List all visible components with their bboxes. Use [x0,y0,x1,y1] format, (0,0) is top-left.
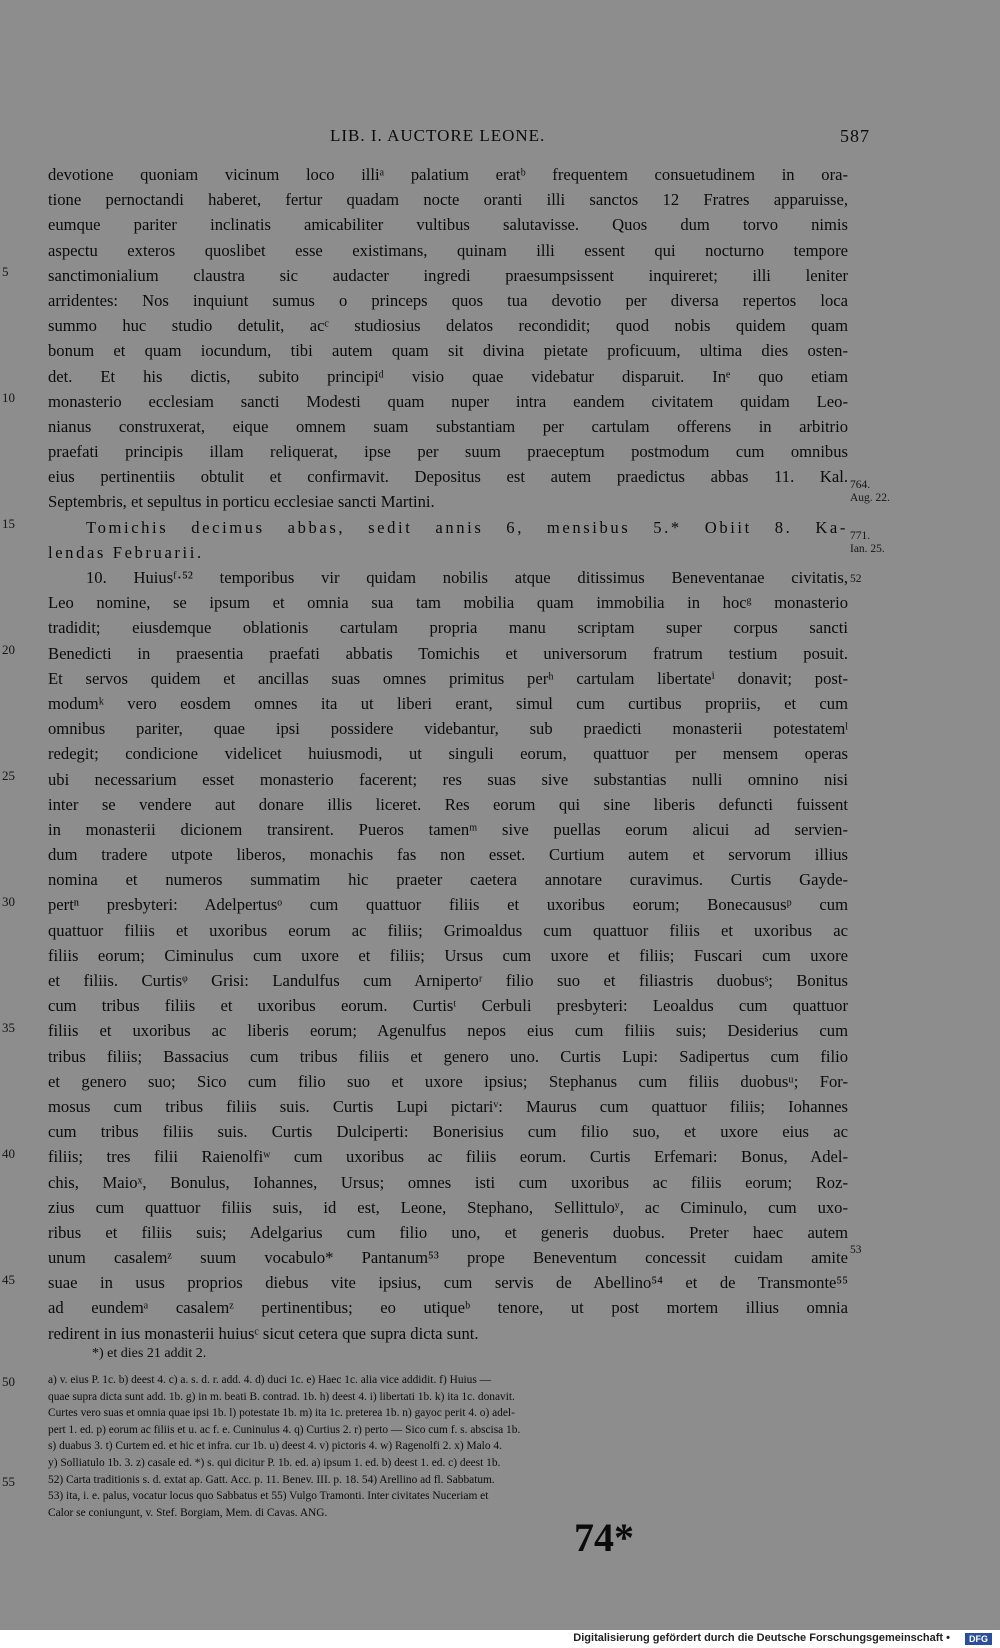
footnote-line: Curtes vero suas et omnia quae ipsi 1b. l) potestate 1b. m) ita 1c. preterea 1b. n) gayoc perit 4. o) adel- [48,1407,515,1420]
line-number: 35 [2,1020,15,1035]
text-line: modumᵏ vero eosdem omnes ita ut liberi erant, simul cum curtibus propriis, et cum [48,693,848,713]
footnote-line: pert 1. ed. p) eorum ac filiis et u. ac f. e. Cuninulus 4. q) Curtius 2. r) perto — Sico cum f. s. abscisa 1b. [48,1423,521,1436]
text-line: cum tribus filiis et uxoribus eorum. Curtisᵗ Cerbuli presbyteri: Leoaldus cum quattuor [48,996,848,1016]
text-line: praefati principis illam reliquerat, ipse per suum praeceptum postmodum cum omnibus [48,442,848,462]
body-text [48,162,848,1346]
page-number: 587 [840,126,870,146]
running-title: LIB. I. AUCTORE LEONE. [330,126,546,145]
text-line: det. Et his dictis, subito principiᵈ visio quae videbatur disparuit. Inᵉ quo etiam [48,366,848,386]
footnote-line: y) Solliatulo 1b. 3. z) casale ed. *) s. qui dicitur P. 1b. ed. a) ipsum 1. ed. b) deest 1. ed. c) deest 1b. [48,1456,501,1469]
abbot-heading-line: lendas Februarii. [48,542,204,562]
text-line: tradidit; eiusdemque oblationis cartulam propria manu scriptam super corpus sancti [48,618,848,638]
text-line: nianus construxerat, eique omnem suam substantiam per cartulam offerens in arbitrio [48,416,848,436]
text-line: filiis eorum; Ciminulus cum uxore et filiis; Ursus cum uxore et filiis; Fuscari cum uxore [48,945,848,965]
line-number: 50 [2,1374,15,1389]
text-line: sanctimonialium claustra sic audacter ingredi praesumpsissent inquireret; illi leniter [48,265,848,285]
text-line: dum tradere utpote liberos, monachis fas non esset. Curtium autem et servorum illius [48,845,848,865]
text-line: et genero suo; Sico cum filio suo et uxore ipsius; Stephanus cum filiis duobusᵘ; For- [48,1071,848,1091]
text-line: unum casalemᶻ suum vocabulo* Pantanum⁵³ prope Beneventum concessit cuidam amite [48,1248,848,1268]
text-line: redirent in ius monasterii huiusᶜ sicut cetera que supra dicta sunt. [48,1323,479,1343]
text-line: ad eundemᵃ casalemᶻ pertinentibus; eo utiqueᵇ tenore, ut post mortem illius omnia [48,1298,848,1318]
margin-date: 771. [850,530,871,542]
text-line: zius cum quattuor filiis suis, id est, Leone, Stephano, Sellittuloʸ, ac Ciminulo, cum uxo- [48,1197,848,1217]
footnote-line: quae supra dicta sunt add. 1b. g) in m. beati B. contrad. 1b. h) deest 4. i) libertati 1b. k) ita 1c. donavit. [48,1390,515,1403]
margin-date: Aug. 22. [850,492,890,504]
text-line: monasterio ecclesiam sancti Modesti quam nuper intra eandem civitatem quidam Leo- [48,391,848,411]
text-line: ubi necessarium esset monasterio facerent; res suas sive substantias nulli omnino nisi [48,769,848,789]
line-number: 40 [2,1146,15,1161]
footnote-line: a) v. eius P. 1c. b) deest 4. c) a. s. d. r. add. 4. d) duci 1c. e) Haec 1c. alia vice addidit. f) Huius — [48,1374,492,1386]
text-line: redegit; condicione videlicet huiusmodi, ut singuli eorum, quattuor per mensem operas [48,744,848,764]
text-line: ribus et filiis suis; Adelgarius cum filio uno, et generis duobus. Preter haec autem [48,1222,848,1242]
text-line: nomina et numeros summatim hic praeter caetera annotare curavimus. Curtis Gayde- [48,870,848,890]
text-line: mosus cum tribus filiis suis. Curtis Lupi pictariᵛ: Maurus cum quattuor filiis; Iohannes [48,1096,848,1116]
line-number: 15 [2,516,15,531]
text-line: et filiis. Curtisᵠ Grisi: Landulfus cum Arnipertoʳ filio suo et filiastris duobusˢ; Bonitus [48,971,848,990]
text-line: eumque pariter inclinatis amicabiliter vultibus salutavisse. Quos dum torvo nimis [48,215,848,235]
text-line: Et servos quidem et ancillas suas omnes primitus perʰ cartulam libertateⁱ donavit; post- [48,668,848,688]
variant-note: *) et dies 21 addit 2. [92,1346,207,1361]
text-line: bonum et quam iocundum, tibi autem quam sit divina pietate proficuum, ultima dies osten- [48,341,848,361]
text-line: tione pernoctandi haberet, fertur quadam nocte oranti illi sanctos 12 Fratres apparuisse, [48,190,848,210]
line-number: 30 [2,894,15,909]
text-line: Leo nomine, se ipsum et omnia sua tam mobilia quam immobilia in hocᵍ monasterio [48,593,848,613]
line-number: 5 [2,264,9,279]
line-number: 10 [2,390,15,405]
line-number: 55 [2,1474,15,1489]
footnote-line: s) duabus 3. t) Curtem ed. et hic et infra. cur 1b. u) deest 4. v) pictoris 4. w) Ragenolfi 2. x) Malo 4. [48,1440,502,1453]
chapter-start-line: 10. Huiusᶠ·⁵² temporibus vir quidam nobilis atque ditissimus Beneventanae civitatis, [86,568,848,587]
line-number: 25 [2,768,15,783]
text-line: devotione quoniam vicinum loco illiᵃ palatium eratᵇ frequentem consuetudinem in ora- [48,165,848,184]
funding-bar [0,1630,1000,1648]
signature-mark: 74* [574,1515,634,1560]
text-line: Septembris, et sepultus in porticu ecclesiae sancti Martini. [48,492,435,512]
margin-note-number: 52 [850,573,862,585]
footnote-line: 52) Carta traditionis s. d. extat ap. Gatt. Acc. p. 11. Benev. III. p. 18. 54) Arellino ad fl. Sabbatum. [48,1473,495,1486]
footnotes [48,1372,848,1521]
text-line: cum tribus filiis suis. Curtis Dulciperti: Bonerisius cum filio suo, et uxore eius ac [48,1122,848,1142]
text-line: Benedicti in praesentia praefati abbatis Tomichis et universorum fratrum testium posuit. [48,643,848,663]
text-line: suae in usus proprios diebus vite ipsius, cum servis de Abellino⁵⁴ et de Transmonte⁵⁵ [48,1273,848,1293]
margin-date: 764. [850,479,871,491]
footnote-line: Calor se coniungunt, v. Stef. Borgiam, Mem. di Cavas. ANG. [48,1506,328,1519]
text-line: aspectu exteros quoslibet esse existimans, quinam illi essent qui nocturno tempore [48,240,848,260]
line-number: 45 [2,1272,15,1287]
text-line: in monasterii dicionem transirent. Pueros tamenᵐ sive puellas eorum alicui ad servien- [48,819,848,839]
footnote-line: 53) ita, i. e. palus, vocatur locus quo Sabbatus et 55) Vulgo Tramonti. Inter civitates Nuceriam et [48,1490,489,1503]
text-line: filiis; tres filii Raienolfiʷ cum uxoribus ac filiis eorum. Curtis Erfemari: Bonus, Adel- [48,1147,848,1167]
text-line: inter se vendere aut donare illis liceret. Res eorum qui sine liberis defuncti fuissent [48,794,848,814]
text-line: omnibus pariter, quae ipsi possidere videbantur, sub praedicti monasterii potestatemˡ [48,719,848,739]
text-line: tribus filiis; Bassacius cum tribus filiis et genero uno. Curtis Lupi: Sadipertus cum filio [48,1046,848,1066]
margin-note-number: 53 [850,1244,862,1256]
text-line: arridentes: Nos inquiunt sumus o princeps quos tua devotio per diversa repertos loca [48,290,848,310]
text-line: eius pertinentiis obtulit et confirmavit. Depositus est autem praedictus abbas 11. Kal. [48,467,848,487]
line-number: 20 [2,642,15,657]
margin-date: Ian. 25. [850,543,885,555]
text-line: pertⁿ presbyteri: Adelpertusᵒ cum quattuor filiis et uxoribus eorum; Bonecaususᵖ cum [48,895,848,915]
text-line: quattuor filiis et uxoribus eorum ac filiis; Grimoaldus cum quattuor filiis et uxoribus ac [48,920,848,940]
dfg-logo[interactable]: DFG [965,1633,992,1645]
text-line: summo huc studio detulit, acᶜ studiosius delatos recondidit; quod nobis quidem quam [48,316,848,336]
text-line: filiis et uxoribus ac liberis eorum; Agenulfus nepos eius cum filiis suis; Desiderius cum [48,1021,848,1041]
abbot-heading-line: Tomichis decimus abbas, sedit annis 6, mensibus 5.* Obiit 8. Ka- [86,517,848,537]
funding-text: Digitalisierung gefördert durch die Deutsche Forschungsgemeinschaft • [573,1632,950,1644]
text-line: chis, Maioˣ, Bonulus, Iohannes, Ursus; omnes isti cum uxoribus ac filiis eorum; Roz- [48,1172,848,1192]
